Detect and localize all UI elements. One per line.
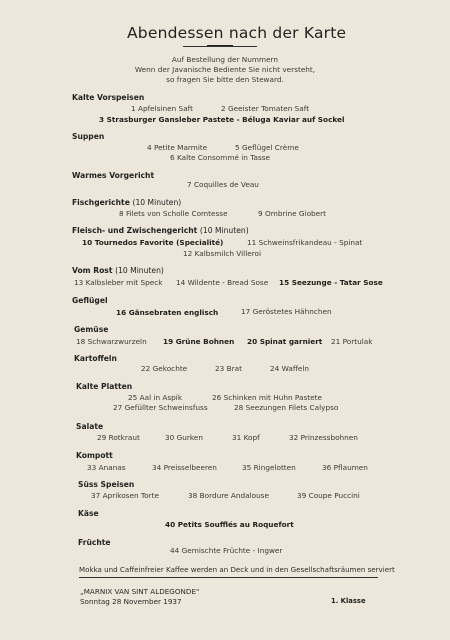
ship-name: „MARNIX VAN SINT ALDEGONDE" <box>80 587 200 596</box>
menu-item: 17 Geröstetes Hähnchen <box>241 307 332 316</box>
menu-item: 19 Grüne Bohnen <box>163 337 235 346</box>
menu-item: 11 Schweinsfrikandeau - Spinat <box>247 238 363 247</box>
section-suess-speisen: Süss Speisen <box>78 480 135 489</box>
menu-item: 40 Petits Soufflés au Roquefort <box>165 520 294 529</box>
menu-item: 30 Gurken <box>165 433 203 442</box>
section-gemuese: Gemüse <box>74 325 109 334</box>
menu-item: 36 Pflaumen <box>322 463 368 472</box>
menu-item: 37 Aprikosen Torte <box>91 491 159 500</box>
menu-item: 6 Kalte Consommé in Tasse <box>170 153 271 162</box>
section-fruechte: Früchte <box>78 538 111 547</box>
menu-item: 8 Filets von Scholle Comtesse <box>119 209 228 218</box>
intro-line-1: Auf Bestellung der Nummern <box>171 55 279 64</box>
menu-date: Sonntag 28 November 1937 <box>80 597 182 606</box>
section-kompott: Kompott <box>76 451 113 460</box>
menu-item: 1 Apfelsinen Saft <box>131 104 193 113</box>
section-kaese: Käse <box>78 509 99 518</box>
intro-line-3: so fragen Sie bitte den Steward. <box>166 75 284 84</box>
menu-item: 12 Kalbsmilch Villeroi <box>183 249 262 258</box>
menu-item: 21 Portulak <box>331 337 373 346</box>
section-label: Fischgerichte <box>72 198 130 207</box>
menu-item: 23 Brat <box>215 364 242 373</box>
menu-item: 44 Gemischte Früchte - Ingwer <box>170 546 283 555</box>
menu-item: 20 Spinat garniert <box>247 337 323 346</box>
menu-item: 25 Aal in Aspik <box>128 393 183 402</box>
section-note: (10 Minuten) <box>115 266 164 275</box>
menu-item: 33 Ananas <box>87 463 126 472</box>
menu-item: 13 Kalbsleber mit Speck <box>74 278 163 287</box>
menu-item: 34 Preisselbeeren <box>152 463 217 472</box>
section-kalte-vorspeisen: Kalte Vorspeisen <box>72 93 145 102</box>
page-title: Abendessen nach der Karte <box>127 24 347 42</box>
section-fischgerichte <box>72 198 181 207</box>
section-label: Fleisch- und Zwischengericht <box>72 226 198 235</box>
section-gefluegel: Geflügel <box>72 296 108 305</box>
intro-line-2: Wenn der Javanische Bediente Sie nicht versteht, <box>134 65 316 74</box>
menu-item: 3 Strasburger Gansleber Pastete - Béluga Kaviar auf Sockel <box>99 115 345 124</box>
menu-item: 16 Gänsebraten englisch <box>116 308 219 317</box>
section-vom-rost <box>72 266 164 275</box>
title-rule <box>183 46 257 47</box>
menu-item: 5 Geflügel Crème <box>235 143 299 152</box>
menu-item: 28 Seezungen Filets Calypso <box>234 403 339 412</box>
menu-item: 22 Gekochte <box>141 364 188 373</box>
section-note: (10 Minuten) <box>199 226 249 235</box>
section-fleisch <box>72 226 249 235</box>
menu-item: 15 Seezunge - Tatar Sose <box>279 278 383 287</box>
menu-item: 18 Schwarzwurzeln <box>76 337 147 346</box>
menu-item: 31 Kopf <box>232 433 260 442</box>
section-label: Vom Rost <box>72 266 113 275</box>
section-kalte-platten: Kalte Platten <box>76 382 133 391</box>
menu-item: 14 Wildente - Bread Sose <box>176 278 269 287</box>
footer-rule <box>79 577 378 578</box>
menu-item: 10 Tournedos Favorite (Specialité) <box>82 238 224 247</box>
class-label: 1. Klasse <box>331 597 366 605</box>
menu-item: 32 Prinzessbohnen <box>289 433 358 442</box>
menu-item: 2 Geeister Tomaten Saft <box>221 104 310 113</box>
menu-item: 24 Waffeln <box>270 364 309 373</box>
menu-item: 35 Ringelotten <box>242 463 296 472</box>
menu-item: 27 Gefüllter Schweinsfuss <box>113 403 208 412</box>
menu-item: 4 Petite Marmite <box>147 143 208 152</box>
menu-item: 29 Rotkraut <box>97 433 140 442</box>
menu-item: 7 Coquilles de Veau <box>187 180 259 189</box>
section-warmes-vorgericht: Warmes Vorgericht <box>72 171 155 180</box>
menu-item: 26 Schinken mit Huhn Pastete <box>212 393 322 402</box>
section-salate: Salate <box>76 422 104 431</box>
section-kartoffeln: Kartoffeln <box>74 354 117 363</box>
menu-item: 9 Ombrine Giobert <box>258 209 327 218</box>
section-suppen: Suppen <box>72 132 105 141</box>
coffee-note: Mokka und Caffeinfreier Kaffee werden an Deck und in den Gesellschaftsräumen serviert <box>79 565 395 574</box>
menu-item: 38 Bordure Andalouse <box>188 491 269 500</box>
section-note: (10 Minuten) <box>132 198 182 207</box>
menu-item: 39 Coupe Puccini <box>297 491 360 500</box>
